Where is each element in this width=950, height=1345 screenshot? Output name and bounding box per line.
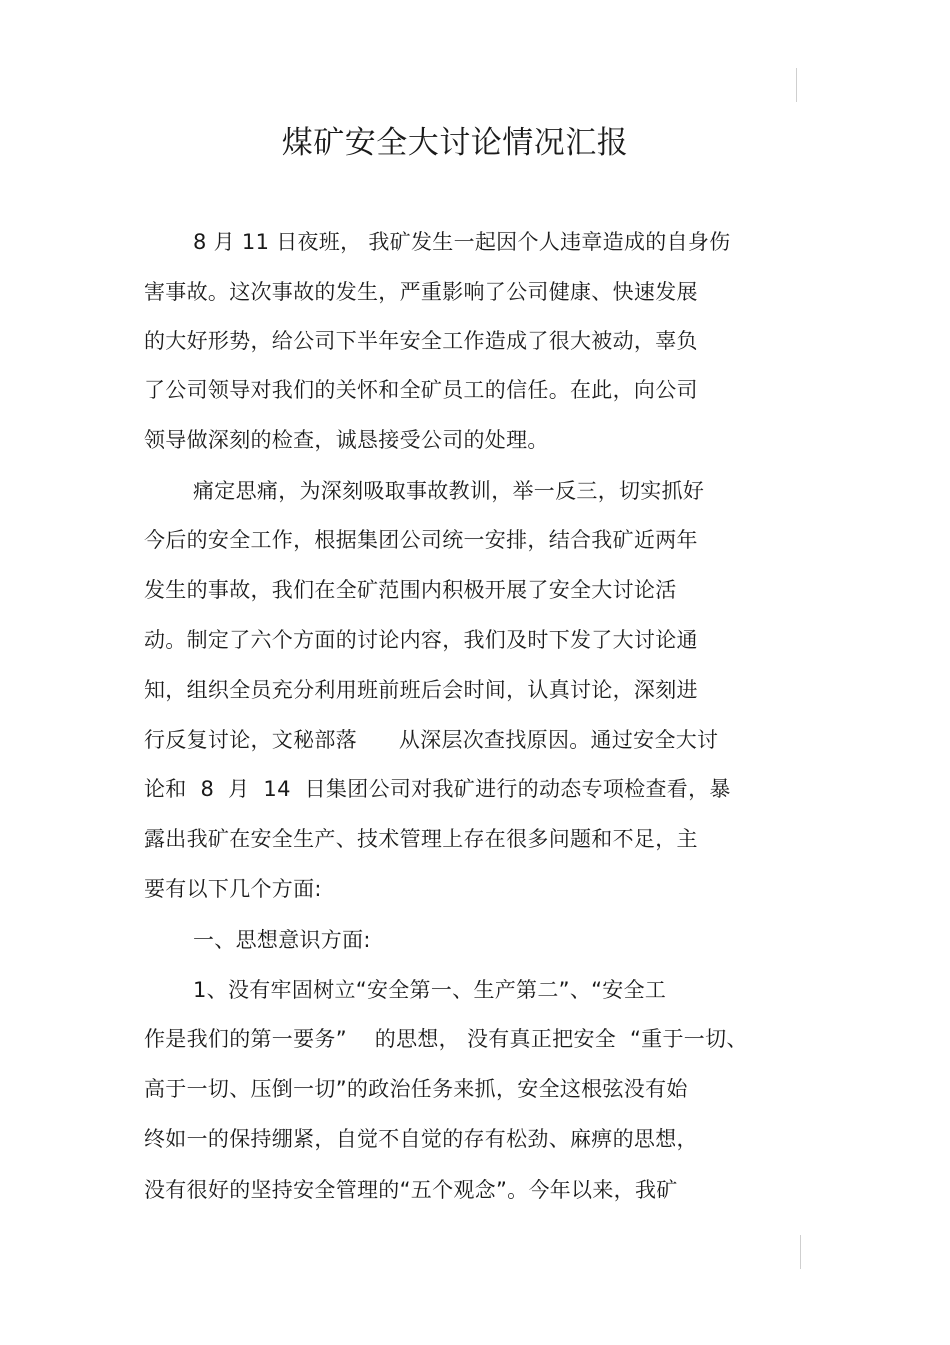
page-edge-mark-bottom	[800, 1235, 801, 1269]
text-line: 高于一切、压倒一切”的政治任务来抓，安全这根弦没有始	[144, 1077, 688, 1101]
text-line: 了公司领导对我们的关怀和全矿员工的信任。在此，向公司	[144, 378, 698, 402]
text-line: 的大好形势，给公司下半年安全工作造成了很大被动，辜负	[144, 329, 698, 353]
page-edge-mark-top	[796, 68, 797, 102]
text-line: 终如一的保持绷紧，自觉不自觉的存有松劲、麻痹的思想，	[144, 1127, 698, 1151]
text-line: 作是我们的第一要务” 的思想， 没有真正把安全 “重于一切、	[144, 1027, 748, 1051]
text-line: 1、没有牢固树立“安全第一、生产第二”、“安全工	[193, 978, 667, 1002]
document-title: 煤矿安全大讨论情况汇报	[281, 125, 629, 161]
text-line: 要有以下几个方面:	[144, 877, 322, 901]
text-line: 一、思想意识方面:	[193, 928, 371, 952]
text-line: 知，组织全员充分利用班前班后会时间，认真讨论，深刻进	[144, 678, 698, 702]
text-line: 论和 8 月 14 日集团公司对我矿进行的动态专项检查看，暴	[144, 777, 731, 801]
text-line: 发生的事故，我们在全矿范围内积极开展了安全大讨论活	[144, 578, 677, 602]
text-line: 行反复讨论，文秘部落 从深层次查找原因。通过安全大讨	[144, 728, 719, 752]
text-line: 害事故。这次事故的发生，严重影响了公司健康、快速发展	[144, 280, 698, 304]
text-line: 今后的安全工作，根据集团公司统一安排，结合我矿近两年	[144, 528, 698, 552]
text-line: 痛定思痛，为深刻吸取事故教训，举一反三，切实抓好	[193, 479, 705, 503]
text-line: 露出我矿在安全生产、技术管理上存在很多问题和不足，主	[144, 827, 698, 851]
text-line: 没有很好的坚持安全管理的“五个观念”。今年以来，我矿	[144, 1178, 678, 1202]
text-line: 领导做深刻的检查，诚恳接受公司的处理。	[144, 428, 549, 452]
text-line: 动。制定了六个方面的讨论内容，我们及时下发了大讨论通	[144, 628, 698, 652]
text-line: 8 月 11 日夜班， 我矿发生一起因个人违章造成的自身伤	[193, 230, 731, 254]
